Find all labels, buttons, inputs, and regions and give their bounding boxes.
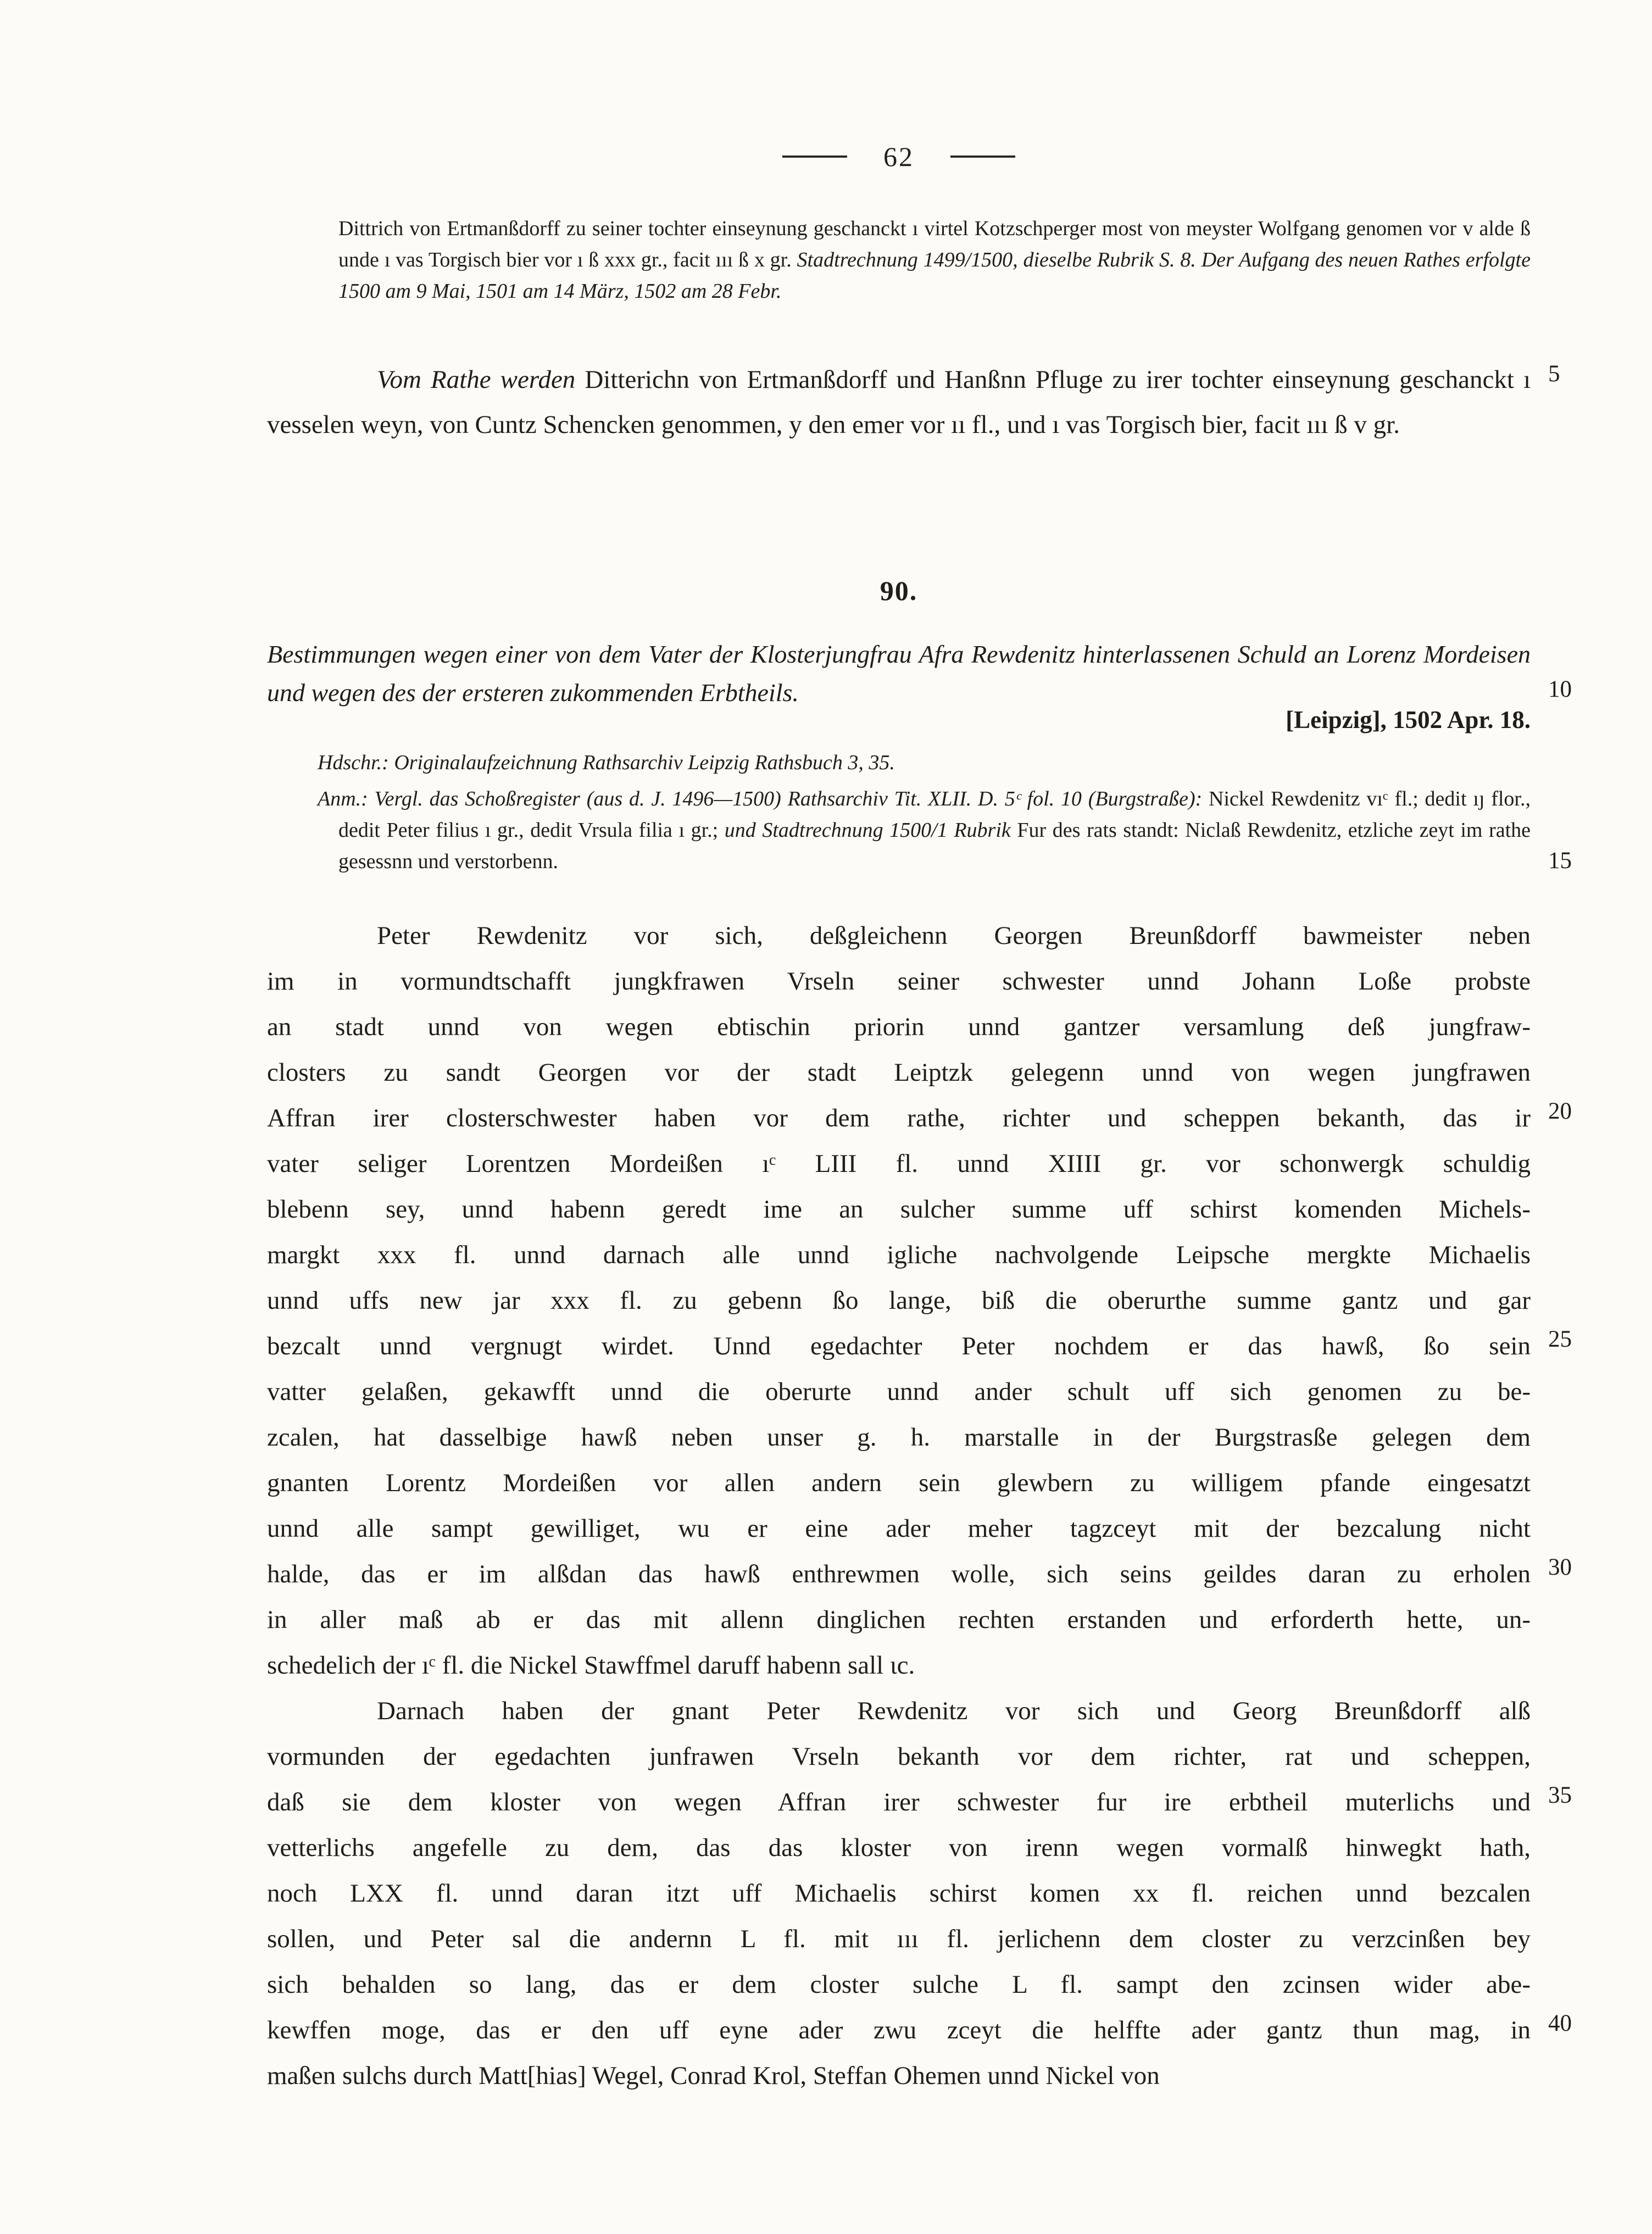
text-line: halde, das er im alßdan das hawß enthrewmen wolle, sich seins geildes daran zu erholen	[267, 1560, 1531, 1588]
page-header	[267, 141, 1531, 173]
text-line: sich behalden so lang, das er dem closter sulche L fl. sampt den zcinsen wider abe-	[267, 1970, 1531, 1999]
entry-89-text: Ditterichn von Ertmanßdorff und Hanßnn Pfluge zu irer tochter einseynung geschanckt ı vesselen weyn, von Cuntz Schencken genommen, y den emer vor ıı fl., und ı vas Torgisch bier, facit ııı ß v gr.	[267, 365, 1531, 439]
entry-90-number: 90.	[880, 575, 918, 606]
text-line: vatter gelaßen, gekawfft unnd die oberurte unnd ander schult uff sich genomen zu be-	[267, 1377, 1531, 1406]
entry-90-anm-note	[267, 783, 1531, 877]
anm-roman-segment-1: Nickel Rewdenitz vıᶜ fl.; dedit ıȷ flor., dedit Peter filius ı gr., dedit Vrsula filia ı gr.;	[338, 787, 1531, 842]
text-line: unnd uffs new jar xxx fl. zu gebenn ßo lange, biß die oberurthe summe gantz und gar	[267, 1286, 1531, 1315]
text-line: bezcalt unnd vergnugt wirdet. Unnd egedachter Peter nochdem er das hawß, ßo sein	[267, 1332, 1531, 1360]
text-line: Peter Rewdenitz vor sich, deßgleichenn Georgen Breunßdorff bawmeister neben	[377, 921, 1531, 950]
anm-italic-segment-2: und Stadtrechnung 1500/1 Rubrik	[724, 819, 1017, 842]
entry-89-lead: Vom Rathe werden	[377, 365, 576, 394]
margin-line-number-30: 30	[1548, 1554, 1572, 1580]
entry-89-paragraph	[267, 357, 1531, 447]
header-rule-left	[782, 155, 847, 158]
text-line: daß sie dem kloster von wegen Affran irer schwester fur ire erbtheil muterlichs und	[267, 1788, 1531, 1816]
headnote-source-citation: Stadtrechnung 1499/1500, dieselbe Rubrik S. 8. Der Aufgang des neuen Rathes erfolgte 1500 am 9 Mai, 1501 am 14 März, 1502 am 28 Febr.	[338, 248, 1531, 303]
margin-line-number-10: 10	[1548, 676, 1572, 702]
text-line: im in vormundtschafft jungkfrawen Vrseln seiner schwester unnd Johann Loße probste	[267, 967, 1531, 996]
entry-90-regest: Bestimmungen wegen einer von dem Vater der Klosterjungfrau Afra Rewdenitz hinterlassenen Schuld an Lorenz Mordeisen und wegen des der ersteren zukommenden Erbtheils.	[267, 640, 1531, 707]
text-line: noch LXX fl. unnd daran itzt uff Michaelis schirst komen xx fl. reichen unnd bezcalen	[267, 1879, 1531, 1908]
text-line: blebenn sey, unnd habenn geredt ime an sulcher summe uff schirst komenden Michels-	[267, 1195, 1531, 1224]
entry-90-dateline: [Leipzig], 1502 Apr. 18.	[1286, 706, 1531, 733]
margin-line-number-5: 5	[1548, 361, 1560, 387]
margin-line-number-15: 15	[1548, 848, 1572, 874]
margin-line-number-35: 35	[1548, 1782, 1572, 1808]
body-paragraph-1	[267, 913, 1531, 1688]
headnote	[267, 213, 1531, 307]
anm-roman-segment-2: Fur des rats standt: Niclaß Rewdenitz, etzliche zeyt im rathe gesessnn und verstorbenn.	[338, 819, 1531, 873]
entry-90-hdschr-note: Hdschr.: Originalaufzeichnung Rathsarchiv Leipzig Rathsbuch 3, 35.	[318, 751, 895, 774]
anm-italic-segment-1: Anm.: Vergl. das Schoßregister (aus d. J. 1496—1500) Rathsarchiv Tit. XLII. D. 5ᶜ fol. 10 (Burgstraße):	[318, 787, 1209, 810]
page-number: 62	[883, 141, 914, 172]
text-line: Affran irer closterschwester haben vor dem rathe, richter und scheppen bekanth, das ir	[267, 1104, 1531, 1132]
text-line: vater seliger Lorentzen Mordeißen ıᶜ LIII fl. unnd XIIII gr. vor schonwergk schuldig	[267, 1149, 1531, 1178]
text-line: kewffen moge, das er den uff eyne ader zwu zceyt die helffte ader gantz thun mag, in	[267, 2016, 1531, 2044]
body-paragraph-2	[267, 1688, 1531, 2099]
header-rule-right	[950, 155, 1015, 158]
text-line: in aller maß ab er das mit allenn dinglichen rechten erstanden und erforderth hette, un-	[267, 1605, 1531, 1634]
text-line: Darnach haben der gnant Peter Rewdenitz vor sich und Georg Breunßdorff alß	[377, 1697, 1531, 1725]
text-line: vormunden der egedachten junfrawen Vrseln bekanth vor dem richter, rat und scheppen,	[267, 1742, 1531, 1771]
text-line: an stadt unnd von wegen ebtischin priorin unnd gantzer versamlung deß jungfraw-	[267, 1013, 1531, 1041]
text-line: closters zu sandt Georgen vor der stadt Leiptzk gelegenn unnd von wegen jungfrawen	[267, 1058, 1531, 1087]
margin-line-number-20: 20	[1548, 1098, 1572, 1124]
text-line: vetterlichs angefelle zu dem, das das kloster von irenn wegen vormalß hinwegkt hath,	[267, 1833, 1531, 1862]
text-line: zcalen, hat dasselbige hawß neben unser g. h. marstalle in der Burgstrasße gelegen dem	[267, 1423, 1531, 1452]
text-line: sollen, und Peter sal die andernn L fl. mit ııı fl. jerlichenn dem closter zu verzcinßen bey	[267, 1925, 1531, 1953]
margin-line-number-40: 40	[1548, 2010, 1572, 2036]
text-line: unnd alle sampt gewilliget, wu er eine ader meher tagzceyt mit der bezcalung nicht	[267, 1514, 1531, 1543]
headnote-text: Dittrich von Ertmanßdorff zu seiner tochter einseynung geschanckt ı virtel Kotzschperger most von meyster Wolfgang genomen vor v alde ß unde ı vas Torgisch bier vor ı ß xxx gr., facit ııı ß x gr.	[338, 217, 1531, 271]
text-line: gnanten Lorentz Mordeißen vor allen andern sein glewbern zu willigem pfande eingesatzt	[267, 1469, 1531, 1497]
text-line: schedelich der ıᶜ fl. die Nickel Stawffmel daruff habenn sall ɩc.	[267, 1651, 915, 1680]
margin-line-number-25: 25	[1548, 1326, 1572, 1352]
text-line: margkt xxx fl. unnd darnach alle unnd igliche nachvolgende Leipsche mergkte Michaelis	[267, 1241, 1531, 1269]
text-line: maßen sulchs durch Matt[hias] Wegel, Conrad Krol, Steffan Ohemen unnd Nickel von	[267, 2061, 1160, 2090]
